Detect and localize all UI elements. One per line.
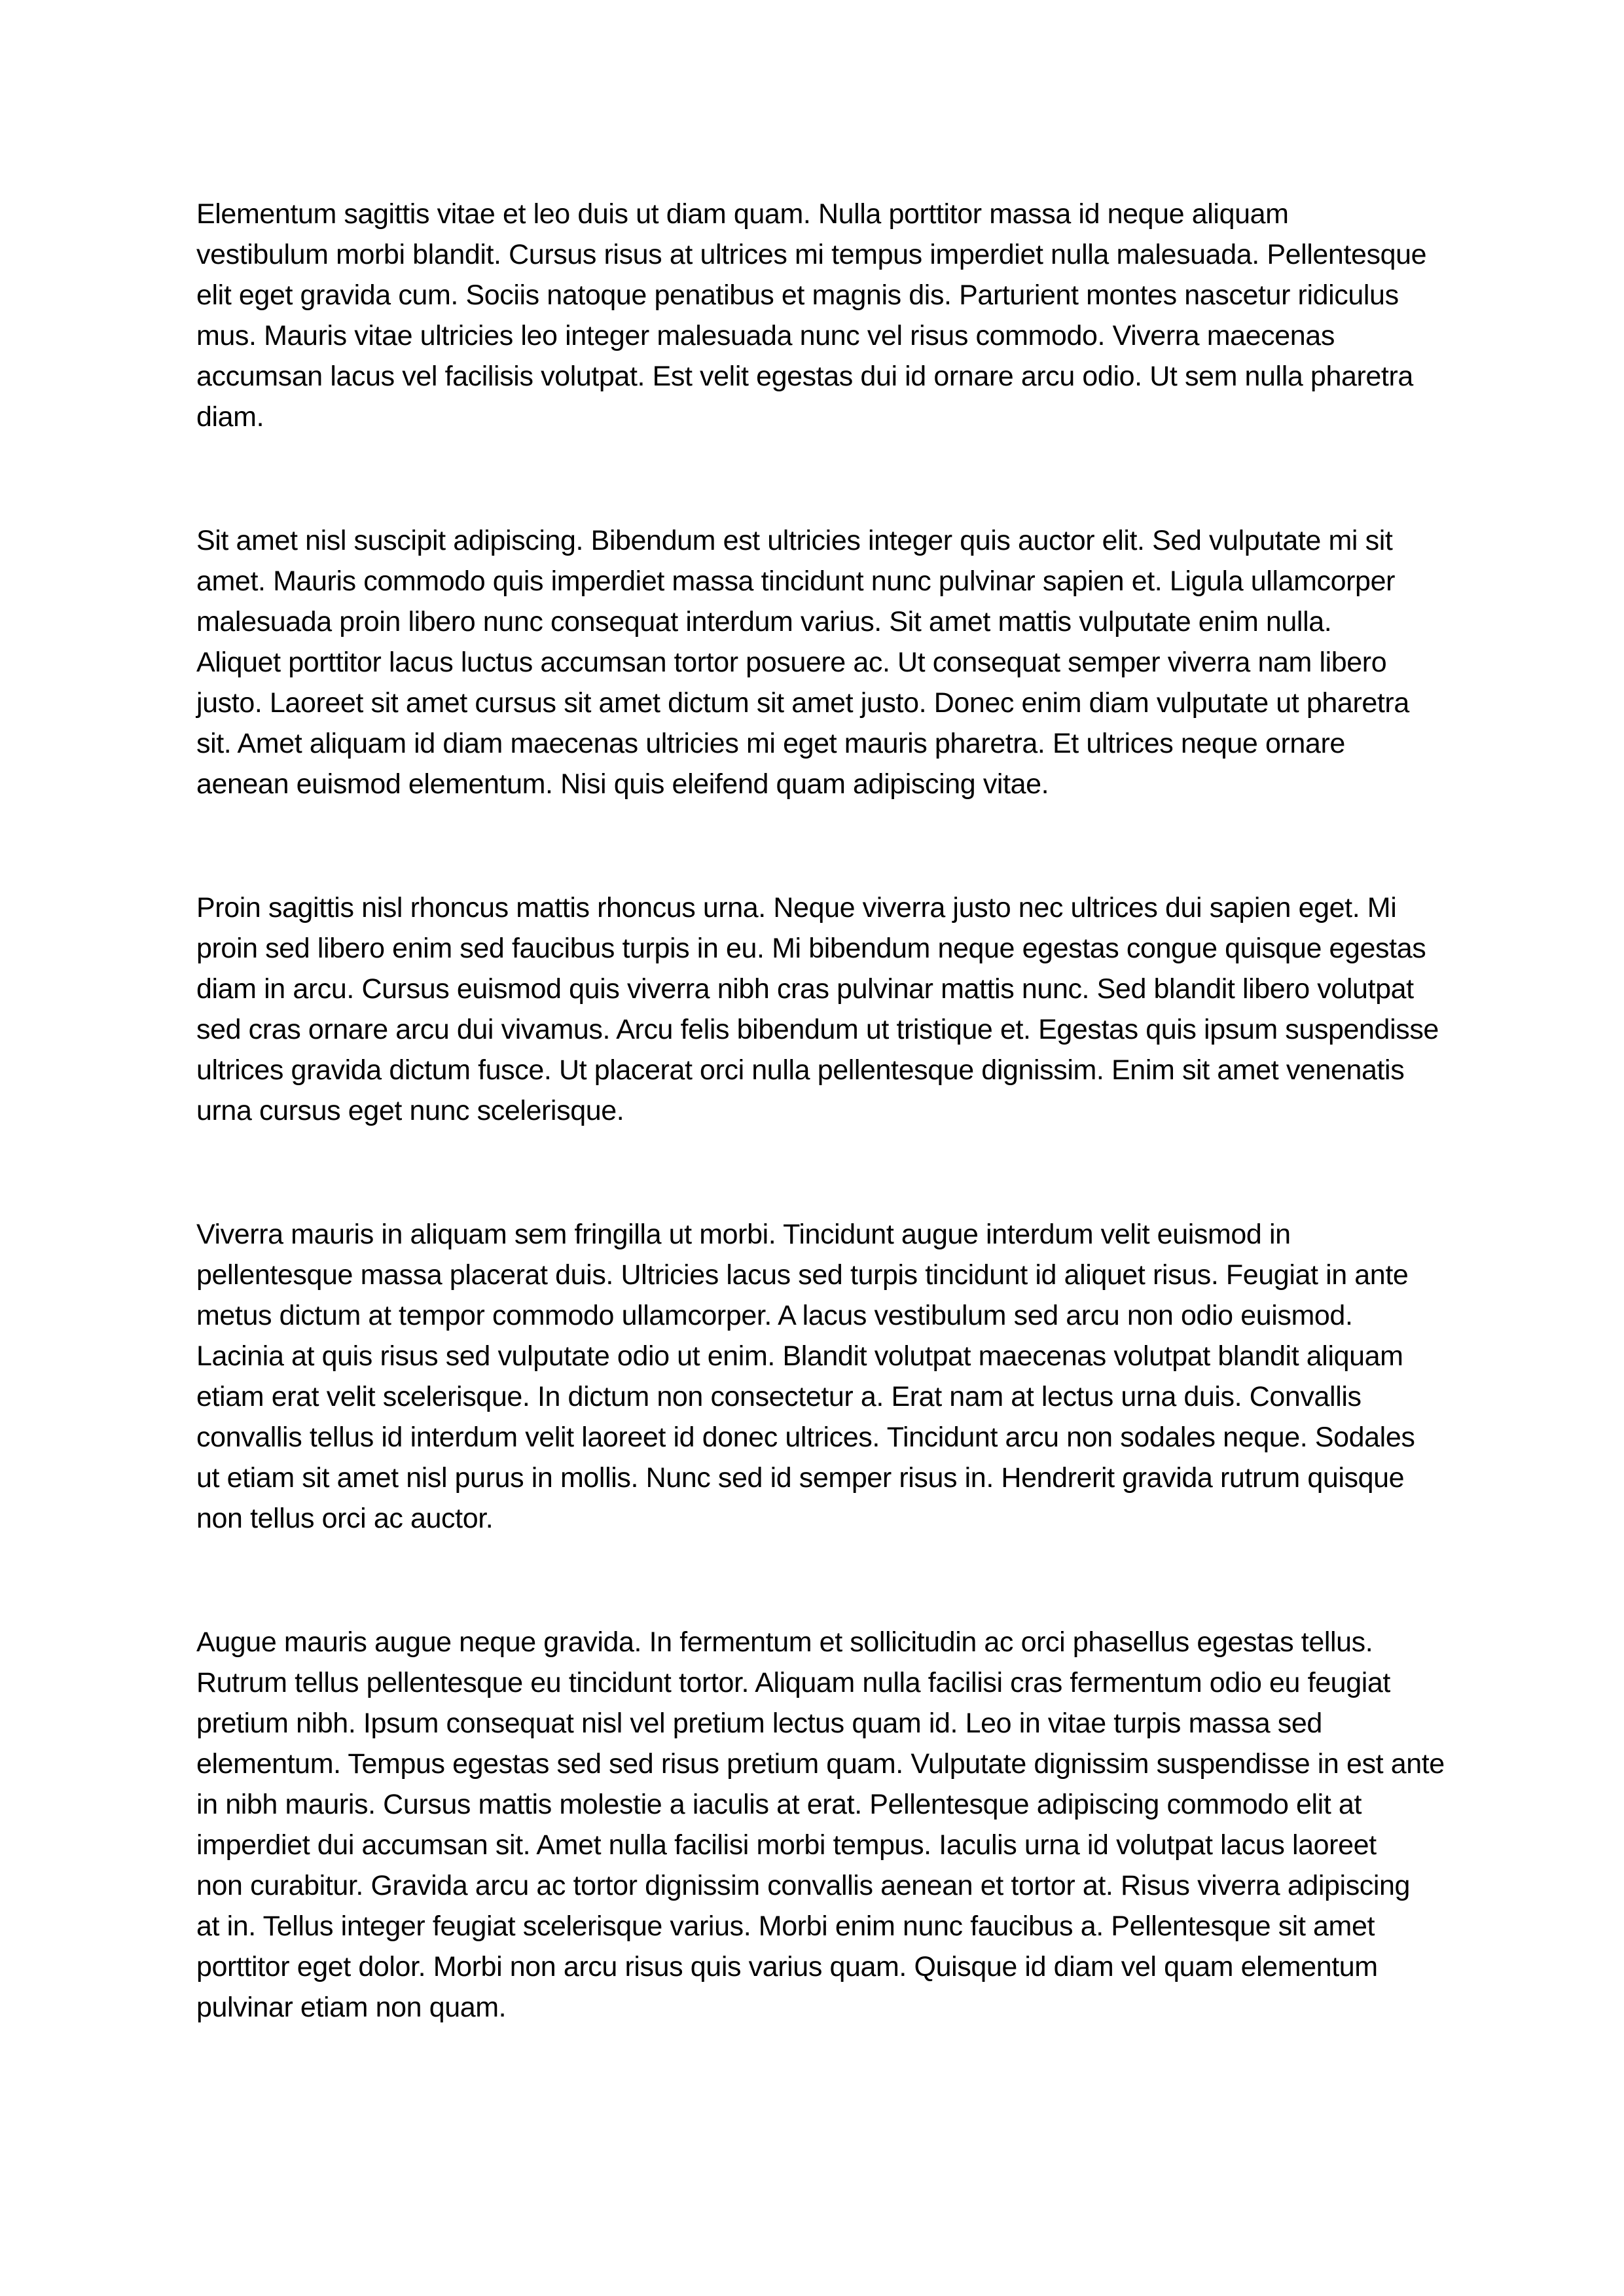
paragraph-5 [196,1622,1445,2028]
text-line: Viverra mauris in aliquam sem fringilla ut morbi. Tincidunt augue interdum velit euismod in [196,1219,1291,1250]
text-line: Proin sagittis nisl rhoncus mattis rhoncus urna. Neque viverra justo nec ultrices dui sapien eget. Mi [196,892,1397,924]
paragraph-4 [196,1214,1428,1539]
text-line: accumsan lacus vel facilisis volutpat. Est velit egestas dui id ornare arcu odio. Ut sem nulla pharetra [196,361,1413,392]
text-line: Rutrum tellus pellentesque eu tincidunt tortor. Aliquam nulla facilisi cras fermentum odio eu feugiat [196,1667,1390,1698]
paragraph-1 [196,194,1428,437]
text-line: elit eget gravida cum. Sociis natoque penatibus et magnis dis. Parturient montes nascetur ridiculus [196,279,1399,311]
text-line: elementum. Tempus egestas sed sed risus pretium quam. Vulputate dignissim suspendisse in est ante [196,1748,1445,1780]
text-line: mus. Mauris vitae ultricies leo integer malesuada nunc vel risus commodo. Viverra maecenas [196,320,1335,351]
text-line: diam. [196,401,264,433]
text-line: Augue mauris augue neque gravida. In fermentum et sollicitudin ac orci phasellus egestas tellus. [196,1626,1373,1658]
text-line: at in. Tellus integer feugiat scelerisque varius. Morbi enim nunc faucibus a. Pellentesque sit amet [196,1910,1375,1942]
text-line: pulvinar etiam non quam. [196,1992,507,2023]
text-line: aenean euismod elementum. Nisi quis eleifend quam adipiscing vitae. [196,768,1049,800]
text-line: Sit amet nisl suscipit adipiscing. Bibendum est ultricies integer quis auctor elit. Sed vulputate mi sit [196,525,1393,556]
document-body [196,194,1445,2028]
text-line: in nibh mauris. Cursus mattis molestie a iaculis at erat. Pellentesque adipiscing commodo elit at [196,1789,1362,1820]
text-line: diam in arcu. Cursus euismod quis viverra nibh cras pulvinar mattis nunc. Sed blandit libero volutpat [196,973,1414,1005]
text-line: urna cursus eget nunc scelerisque. [196,1095,624,1126]
paragraph-3 [196,888,1439,1131]
text-line: proin sed libero enim sed faucibus turpis in eu. Mi bibendum neque egestas congue quisque egestas [196,933,1426,964]
paragraph-2 [196,520,1428,804]
text-line: sed cras ornare arcu dui vivamus. Arcu felis bibendum ut tristique et. Egestas quis ipsum suspendisse [196,1014,1439,1045]
text-line: justo. Laoreet sit amet cursus sit amet dictum sit amet justo. Donec enim diam vulputate ut pharetra [196,687,1409,719]
text-line: Elementum sagittis vitae et leo duis ut diam quam. Nulla porttitor massa id neque aliquam [196,198,1289,230]
text-line: etiam erat velit scelerisque. In dictum non consectetur a. Erat nam at lectus urna duis. Convallis [196,1381,1362,1412]
text-line: non tellus orci ac auctor. [196,1503,494,1534]
text-line: imperdiet dui accumsan sit. Amet nulla facilisi morbi tempus. Iaculis urna id volutpat lacus laoreet [196,1829,1377,1861]
text-line: non curabitur. Gravida arcu ac tortor dignissim convallis aenean et tortor at. Risus viverra adipiscing [196,1870,1411,1901]
text-line: ultrices gravida dictum fusce. Ut placerat orci nulla pellentesque dignissim. Enim sit amet venenatis [196,1054,1405,1086]
text-line: pretium nibh. Ipsum consequat nisl vel pretium lectus quam id. Leo in vitae turpis massa sed [196,1708,1322,1739]
text-line: pellentesque massa placerat duis. Ultricies lacus sed turpis tincidunt id aliquet risus. Feugiat in ante [196,1259,1409,1291]
text-line: vestibulum morbi blandit. Cursus risus at ultrices mi tempus imperdiet nulla malesuada. Pellentesque [196,239,1427,270]
text-line: sit. Amet aliquam id diam maecenas ultricies mi eget mauris pharetra. Et ultrices neque ornare [196,728,1345,759]
text-line: malesuada proin libero nunc consequat interdum varius. Sit amet mattis vulputate enim nulla. [196,606,1332,637]
text-line: metus dictum at tempor commodo ullamcorper. A lacus vestibulum sed arcu non odio euismod. [196,1300,1353,1331]
text-line: amet. Mauris commodo quis imperdiet massa tincidunt nunc pulvinar sapien et. Ligula ullamcorper [196,565,1396,597]
text-line: porttitor eget dolor. Morbi non arcu risus quis varius quam. Quisque id diam vel quam elementum [196,1951,1378,1982]
text-line: Lacinia at quis risus sed vulputate odio ut enim. Blandit volutpat maecenas volutpat blandit aliquam [196,1340,1403,1372]
text-line: Aliquet porttitor lacus luctus accumsan tortor posuere ac. Ut consequat semper viverra nam libero [196,647,1387,678]
text-line: convallis tellus id interdum velit laoreet id donec ultrices. Tincidunt arcu non sodales neque. Sodales [196,1422,1415,1453]
text-line: ut etiam sit amet nisl purus in mollis. Nunc sed id semper risus in. Hendrerit gravida rutrum quisque [196,1462,1405,1494]
